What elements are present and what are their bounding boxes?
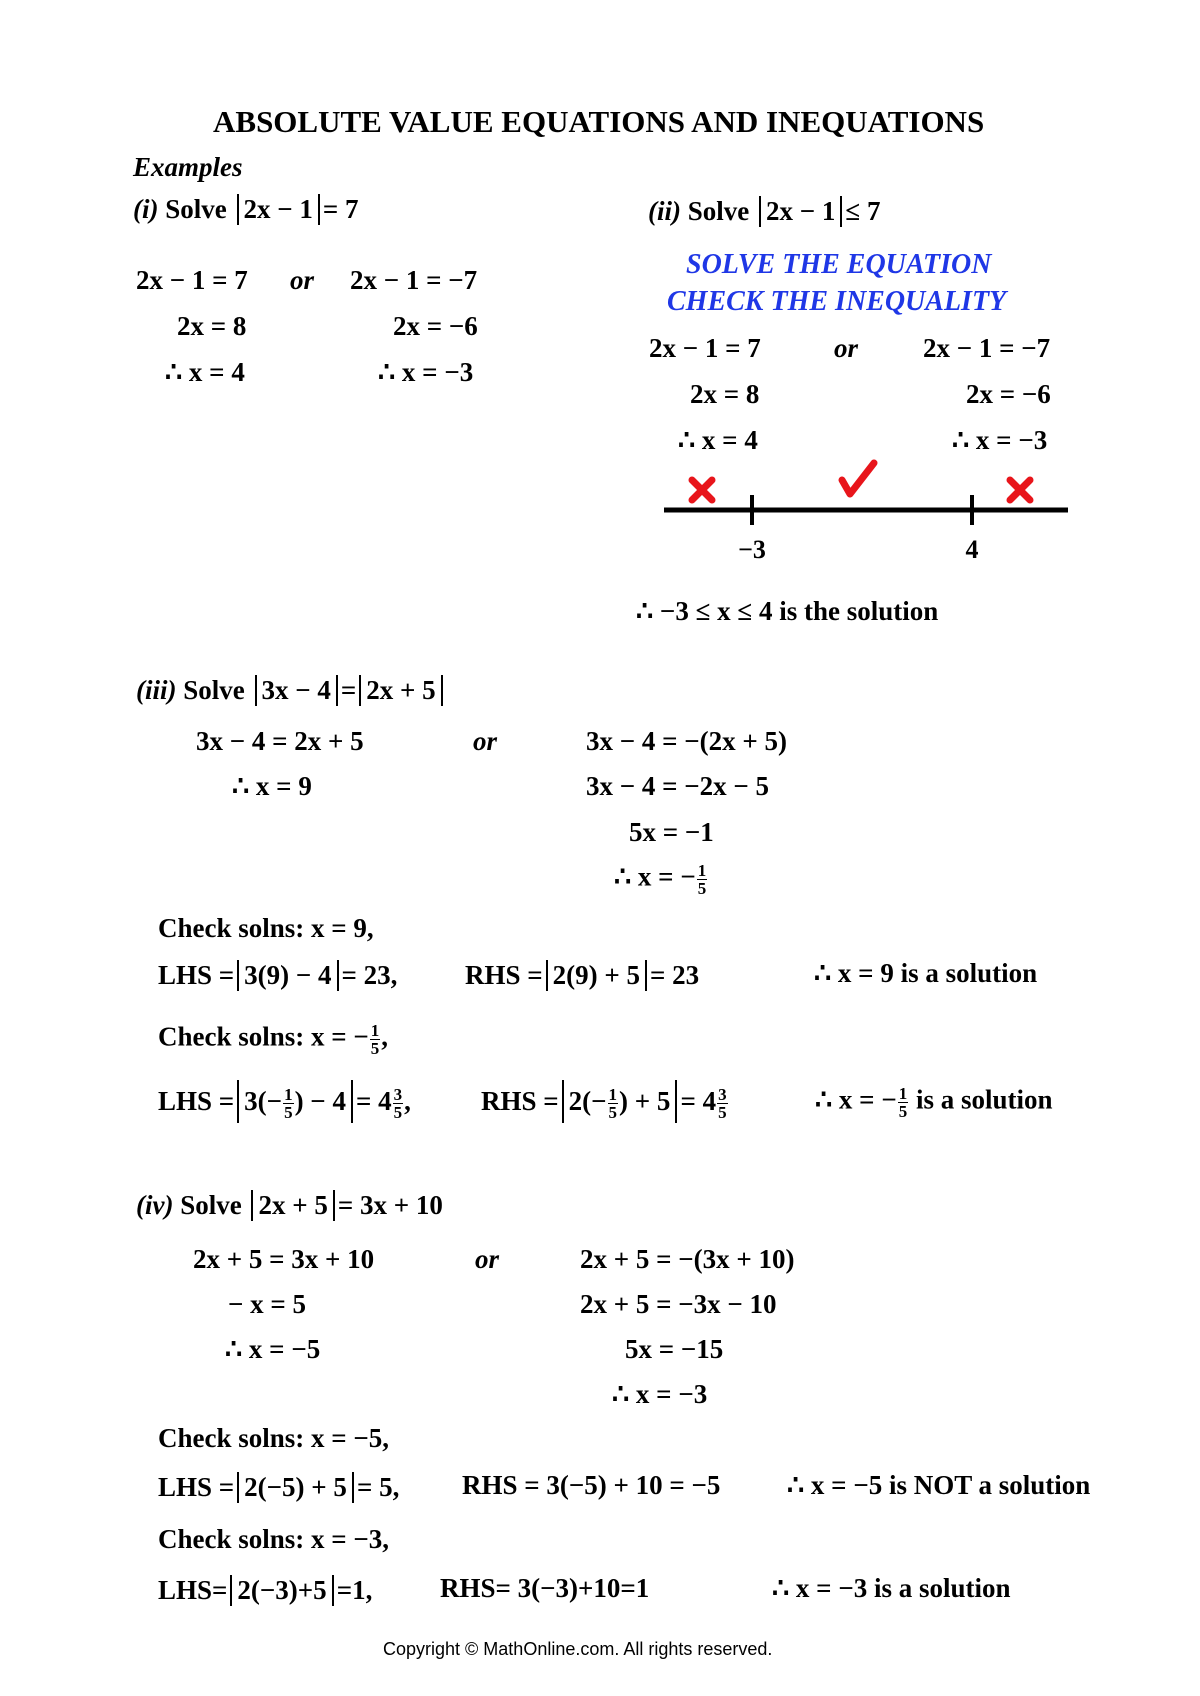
denominator: 5 — [898, 1102, 908, 1121]
numerator: 1 — [697, 861, 707, 880]
ex3-c2-final — [614, 862, 708, 897]
lhs-value: =1, — [336, 1575, 373, 1605]
ex4-c1-line: ∴ x = −5 — [225, 1334, 321, 1364]
denominator: 5 — [718, 1103, 727, 1123]
ex1-prompt — [133, 194, 359, 225]
concl-text-tail: is a solution — [909, 1084, 1053, 1115]
ex4-c2-line: ∴ x = −3 — [612, 1379, 708, 1409]
concl-text: ∴ x = − — [815, 1084, 897, 1115]
rhs-abs-a: 2(− — [568, 1086, 607, 1116]
fraction — [697, 862, 708, 897]
ex4-check1-rhs: RHS = 3(−5) + 10 = −5 — [462, 1470, 721, 1500]
rhs-label: RHS = — [465, 960, 543, 990]
ex1-c1-line: 2x = 8 — [177, 311, 247, 341]
ex1-c2-line: 2x = −6 — [393, 311, 478, 341]
fraction — [898, 1085, 909, 1120]
tick-label-right: 4 — [965, 535, 979, 564]
lhs-abs: 3(9) − 4 — [237, 960, 338, 991]
ex4-rhs: = 3x + 10 — [337, 1190, 443, 1220]
ex2-c2-line: ∴ x = −3 — [952, 425, 1048, 455]
lhs-label: LHS = — [158, 1472, 235, 1502]
lhs-value: = 23, — [341, 960, 398, 990]
ex4-c1-line: 2x + 5 = 3x + 10 — [193, 1244, 375, 1274]
ex2-c1-line: ∴ x = 4 — [678, 425, 758, 455]
ex2-c1-line: 2x − 1 = 7 — [649, 333, 761, 363]
ex4-c2-line: 2x + 5 = −3x − 10 — [580, 1289, 777, 1319]
ex2-abs: 2x − 1 — [759, 196, 842, 227]
lhs-abs-a: 3(− — [244, 1086, 283, 1116]
ex3-check2-rhs — [481, 1080, 729, 1123]
cross-icon — [692, 480, 712, 500]
ex3-c2-final-text: ∴ x = − — [614, 861, 696, 892]
ex1-c2-line: 2x − 1 = −7 — [350, 265, 478, 295]
ex2-rhs: ≤ 7 — [845, 196, 881, 226]
ex3-c1-line: ∴ x = 9 — [232, 771, 312, 801]
ex4-c2-line: 5x = −15 — [625, 1334, 724, 1364]
ex4-check1-lhs — [158, 1472, 399, 1503]
denominator: 5 — [284, 1103, 293, 1123]
ex4-check2-lhs — [158, 1575, 372, 1606]
check2-head-comma: , — [381, 1021, 389, 1052]
rhs-value: = 23 — [650, 960, 700, 990]
lhs-value: = 4 — [355, 1086, 392, 1116]
ex4-check2-rhs: RHS= 3(−3)+10=1 — [440, 1573, 650, 1603]
lhs-abs — [237, 1080, 353, 1123]
rhs-abs: 2(9) + 5 — [546, 960, 647, 991]
ex1-c1-line: ∴ x = 4 — [165, 357, 245, 387]
ex4-check1-conclusion: ∴ x = −5 is NOT a solution — [787, 1470, 1091, 1500]
denominator: 5 — [370, 1039, 380, 1058]
fraction — [608, 1086, 619, 1121]
ex3-check1-lhs — [158, 960, 397, 991]
numerator: 1 — [284, 1085, 293, 1105]
ex2-conclusion: ∴ −3 ≤ x ≤ 4 is the solution — [636, 596, 939, 626]
lhs-comma: , — [404, 1086, 411, 1116]
ex4-c2-line: 2x + 5 = −(3x + 10) — [580, 1244, 795, 1274]
number-line — [660, 455, 1080, 565]
ex3-check2-lhs — [158, 1080, 411, 1123]
ex3-check1-head: Check solns: x = 9, — [158, 913, 374, 943]
ex1-rhs: = 7 — [322, 194, 359, 224]
rhs-label: RHS = — [481, 1086, 559, 1116]
ex2-c2-line: 2x = −6 — [966, 379, 1051, 409]
ex3-or: or — [473, 726, 498, 756]
ex4-c1-line: − x = 5 — [228, 1289, 307, 1319]
ex4-check2-conclusion: ∴ x = −3 is a solution — [772, 1573, 1011, 1603]
ex2-or: or — [834, 333, 859, 363]
lhs-abs-b: ) − 4 — [294, 1086, 346, 1116]
ex1-c1-line: 2x − 1 = 7 — [136, 265, 248, 295]
ex2-hint-check: CHECK THE INEQUALITY — [667, 286, 1007, 317]
lhs-value: = 5, — [356, 1472, 400, 1502]
examples-heading: Examples — [133, 152, 243, 182]
ex3-abs-left: 3x − 4 — [255, 675, 338, 706]
ex4-solve: Solve — [180, 1190, 242, 1220]
numerator: 1 — [370, 1021, 380, 1040]
rhs-abs — [562, 1080, 678, 1123]
tick-label-left: −3 — [738, 535, 766, 564]
ex3-solve: Solve — [183, 675, 245, 705]
ex3-eq: = — [340, 675, 357, 705]
ex3-check2-conclusion — [815, 1085, 1053, 1120]
ex2-c1-line: 2x = 8 — [690, 379, 760, 409]
fraction — [393, 1086, 404, 1121]
numerator: 1 — [608, 1085, 618, 1105]
ex4-prompt — [136, 1190, 443, 1221]
numerator: 1 — [898, 1084, 908, 1103]
ex1-or: or — [290, 265, 315, 295]
lhs-abs: 2(−3)+5 — [230, 1575, 333, 1606]
lhs-label: LHS= — [158, 1575, 228, 1605]
fraction — [283, 1086, 294, 1121]
ex1-label: (i) — [133, 194, 159, 224]
lhs-label: LHS = — [158, 960, 235, 990]
ex4-check2-head: Check solns: x = −3, — [158, 1524, 390, 1554]
ex2-hint-solve: SOLVE THE EQUATION — [686, 249, 992, 280]
ex3-c2-line: 3x − 4 = −(2x + 5) — [586, 726, 788, 756]
ex3-c1-line: 3x − 4 = 2x + 5 — [196, 726, 364, 756]
ex1-abs: 2x − 1 — [237, 194, 320, 225]
copyright-footer: Copyright © MathOnline.com. All rights reserved. — [383, 1639, 773, 1659]
numerator: 3 — [718, 1085, 727, 1105]
ex2-label: (ii) — [648, 196, 681, 226]
ex3-c2-line: 5x = −1 — [629, 817, 714, 847]
check2-head-text: Check solns: x = − — [158, 1021, 369, 1052]
ex1-c2-line: ∴ x = −3 — [378, 357, 474, 387]
fraction — [717, 1086, 728, 1121]
ex3-label: (iii) — [136, 675, 177, 705]
lhs-abs: 2(−5) + 5 — [237, 1472, 354, 1503]
ex3-check1-conclusion: ∴ x = 9 is a solution — [814, 958, 1038, 988]
rhs-abs-b: ) + 5 — [619, 1086, 671, 1116]
ex3-abs-right: 2x + 5 — [359, 675, 442, 706]
numerator: 3 — [393, 1085, 403, 1105]
ex3-c2-line: 3x − 4 = −2x − 5 — [586, 771, 770, 801]
page-title: ABSOLUTE VALUE EQUATIONS AND INEQUATIONS — [213, 104, 985, 139]
ex4-label: (iv) — [136, 1190, 174, 1220]
denominator: 5 — [393, 1103, 403, 1123]
ex1-solve: Solve — [165, 194, 227, 224]
fraction — [370, 1022, 381, 1057]
check-icon — [842, 463, 874, 494]
denominator: 5 — [608, 1103, 618, 1123]
lhs-label: LHS = — [158, 1086, 235, 1116]
cross-icon — [1010, 480, 1030, 500]
ex4-or: or — [475, 1244, 500, 1274]
ex4-abs: 2x + 5 — [251, 1190, 334, 1221]
ex4-check1-head: Check solns: x = −5, — [158, 1423, 390, 1453]
ex2-prompt — [648, 196, 880, 227]
denominator: 5 — [697, 879, 707, 898]
ex3-prompt — [136, 675, 446, 706]
ex3-check1-rhs — [465, 960, 699, 991]
ex2-solve: Solve — [687, 196, 750, 226]
ex2-c2-line: 2x − 1 = −7 — [923, 333, 1051, 363]
rhs-value: = 4 — [680, 1086, 717, 1116]
ex3-check2-head — [158, 1022, 388, 1057]
